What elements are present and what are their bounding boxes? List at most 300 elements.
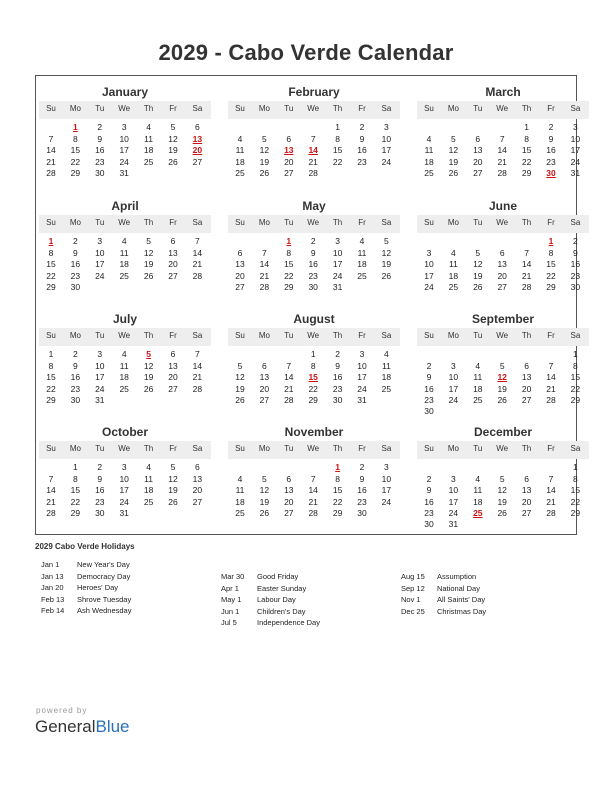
weekday-label: We xyxy=(307,444,320,453)
day-cell: 7 xyxy=(548,360,554,371)
day-cell: 4 xyxy=(121,236,127,246)
day-cell: 23 xyxy=(424,395,434,405)
weekday-label: Sa xyxy=(381,104,392,113)
weekday-label: Sa xyxy=(570,104,581,113)
day-cell: 11 xyxy=(448,259,458,269)
weekday-label: We xyxy=(307,331,320,340)
day-cell: 6 xyxy=(524,360,529,371)
weekday-label: Tu xyxy=(95,104,105,113)
holiday-day: 13 xyxy=(284,145,294,155)
day-cell: 5 xyxy=(262,473,267,484)
month-december xyxy=(417,419,589,529)
weekday-label: Th xyxy=(521,218,532,227)
weekday-label: Sa xyxy=(381,444,392,453)
day-cell: 15 xyxy=(570,485,581,495)
holiday-day: 1 xyxy=(548,236,554,246)
weekday-label: Th xyxy=(143,331,154,340)
holiday-date: Jan 20 xyxy=(41,583,64,592)
day-cell: 19 xyxy=(168,145,178,155)
day-cell: 4 xyxy=(121,349,127,359)
month-july xyxy=(39,306,211,406)
day-cell: 14 xyxy=(308,485,318,495)
day-cell: 24 xyxy=(381,496,392,507)
holiday-name: Good Friday xyxy=(257,572,299,581)
day-cell: 2 xyxy=(426,473,432,484)
weekday-label: Sa xyxy=(192,104,203,113)
day-cell: 21 xyxy=(497,156,507,167)
day-cell: 5 xyxy=(384,236,389,246)
day-cell: 6 xyxy=(524,473,529,484)
day-cell: 28 xyxy=(192,383,203,394)
day-cell: 6 xyxy=(262,360,267,371)
day-cell: 25 xyxy=(357,270,367,281)
day-cell: 15 xyxy=(46,259,56,269)
day-cell: 24 xyxy=(448,395,459,405)
day-cell: 3 xyxy=(359,349,365,359)
day-cell: 5 xyxy=(262,133,267,144)
weekday-label: Su xyxy=(235,104,245,113)
day-cell: 9 xyxy=(73,360,78,371)
day-cell: 17 xyxy=(424,270,434,281)
day-cell: 21 xyxy=(259,270,270,281)
weekday-label: Su xyxy=(424,444,434,453)
day-cell: 5 xyxy=(237,360,243,371)
day-cell: 12 xyxy=(168,473,178,484)
day-cell: 11 xyxy=(119,247,129,258)
day-cell: 12 xyxy=(259,145,270,155)
day-cell: 12 xyxy=(497,485,507,495)
day-cell: 5 xyxy=(499,360,505,371)
weekday-label: Su xyxy=(46,331,56,340)
month-name: September xyxy=(471,312,535,326)
day-cell: 2 xyxy=(359,462,365,472)
holiday-name: Ash Wednesday xyxy=(77,606,132,615)
day-cell: 4 xyxy=(426,133,432,144)
day-cell: 16 xyxy=(308,259,318,269)
day-cell: 8 xyxy=(573,473,578,484)
day-cell: 9 xyxy=(97,133,103,144)
day-cell: 4 xyxy=(146,462,151,472)
holiday-day: 20 xyxy=(192,145,203,155)
weekday-label: Mo xyxy=(447,331,459,340)
holiday-name: Shrove Tuesday xyxy=(77,594,132,604)
day-cell: 25 xyxy=(235,168,245,178)
day-cell: 8 xyxy=(48,247,54,258)
day-cell: 16 xyxy=(95,145,105,155)
day-cell: 31 xyxy=(357,395,367,405)
holiday-name: Christmas Day xyxy=(437,606,487,616)
weekday-header xyxy=(228,328,400,346)
weekday-label: Fr xyxy=(169,331,177,340)
weekday-label: Th xyxy=(143,104,154,113)
holiday-name: Children's Day xyxy=(257,606,306,616)
day-cell: 16 xyxy=(424,496,434,507)
weekday-label: Tu xyxy=(95,218,105,227)
day-cell: 25 xyxy=(119,383,129,394)
holiday-name: Independence Day xyxy=(257,618,320,627)
day-cell: 12 xyxy=(259,485,270,495)
day-cell: 10 xyxy=(332,247,343,258)
day-cell: 1 xyxy=(48,349,54,359)
day-cell: 21 xyxy=(46,496,56,507)
day-cell: 21 xyxy=(308,496,318,507)
day-cell: 11 xyxy=(473,372,483,382)
day-cell: 21 xyxy=(192,372,203,382)
day-cell: 7 xyxy=(286,360,292,371)
day-cell: 17 xyxy=(381,485,392,495)
day-cell: 29 xyxy=(46,395,56,405)
weekday-label: Th xyxy=(143,444,154,453)
day-cell: 6 xyxy=(237,247,243,258)
day-cell: 10 xyxy=(448,485,459,495)
day-cell: 19 xyxy=(168,485,178,495)
day-cell: 9 xyxy=(335,360,340,371)
holiday-name: New Year's Day xyxy=(77,560,130,569)
weekday-label: Mo xyxy=(258,218,270,227)
day-cell: 18 xyxy=(473,496,483,507)
weekday-label: Su xyxy=(235,331,245,340)
day-cell: 27 xyxy=(497,282,507,292)
day-cell: 12 xyxy=(448,145,459,155)
day-cell: 22 xyxy=(332,156,343,167)
day-cell: 23 xyxy=(70,383,81,394)
day-cell: 11 xyxy=(473,485,483,495)
weekday-header xyxy=(417,441,589,459)
weekday-label: Th xyxy=(521,444,532,453)
day-cell: 16 xyxy=(332,372,343,382)
day-cell: 26 xyxy=(259,508,270,518)
day-cell: 27 xyxy=(192,156,203,167)
day-cell: 18 xyxy=(424,156,434,167)
day-cell: 2 xyxy=(359,122,365,132)
weekday-label: Mo xyxy=(69,104,81,113)
holiday-date: Feb 14 xyxy=(41,606,65,615)
day-cell: 11 xyxy=(235,485,245,495)
day-cell: 14 xyxy=(521,259,532,269)
day-cell: 22 xyxy=(284,270,294,281)
weekday-label: We xyxy=(496,104,509,113)
day-cell: 15 xyxy=(70,485,81,495)
day-cell: 21 xyxy=(546,496,556,507)
month-may xyxy=(228,193,400,293)
day-cell: 30 xyxy=(357,508,367,518)
day-cell: 7 xyxy=(524,247,529,258)
day-cell: 4 xyxy=(475,360,481,371)
weekday-label: Tu xyxy=(284,444,294,453)
day-cell: 28 xyxy=(308,168,318,178)
day-cell: 12 xyxy=(235,372,245,382)
weekday-label: Su xyxy=(235,444,245,453)
day-cell: 25 xyxy=(119,270,129,281)
day-cell: 31 xyxy=(119,168,129,178)
month-name: May xyxy=(302,199,326,213)
day-cell: 16 xyxy=(70,259,81,269)
day-cell: 26 xyxy=(143,383,154,394)
weekday-label: Fr xyxy=(547,104,555,113)
day-cell: 20 xyxy=(168,372,178,382)
day-cell: 13 xyxy=(521,485,532,495)
month-name: June xyxy=(488,199,517,213)
day-cell: 4 xyxy=(237,133,243,144)
day-cell: 23 xyxy=(70,270,81,281)
day-cell: 12 xyxy=(381,247,392,258)
month-february xyxy=(228,79,400,179)
day-cell: 9 xyxy=(573,247,578,258)
day-cell: 7 xyxy=(310,133,316,144)
day-cell: 21 xyxy=(521,270,532,281)
brand-word-blue: Blue xyxy=(95,717,130,736)
day-cell: 21 xyxy=(46,156,56,167)
holiday-name: Easter Sunday xyxy=(257,583,307,593)
holiday-date: Apr 1 xyxy=(221,583,239,593)
day-cell: 8 xyxy=(310,360,316,371)
month-name: December xyxy=(473,425,533,439)
holiday-name: National Day xyxy=(437,583,480,593)
day-cell: 26 xyxy=(497,508,507,518)
day-cell: 13 xyxy=(284,485,294,495)
day-cell: 1 xyxy=(73,462,78,472)
month-name: November xyxy=(284,425,344,439)
holiday-date: Jan 13 xyxy=(41,571,64,581)
weekday-header xyxy=(39,328,211,346)
day-cell: 27 xyxy=(284,508,294,518)
day-cell: 3 xyxy=(451,360,456,371)
holiday-name: All Saints' Day xyxy=(437,595,486,604)
month-january xyxy=(39,79,211,179)
weekday-label: Su xyxy=(424,218,434,227)
day-cell: 17 xyxy=(570,145,581,155)
day-cell: 3 xyxy=(121,122,127,132)
day-cell: 19 xyxy=(381,259,392,269)
day-cell: 26 xyxy=(168,496,178,507)
weekday-label: Mo xyxy=(447,218,459,227)
day-cell: 28 xyxy=(308,508,318,518)
day-cell: 22 xyxy=(46,270,56,281)
weekday-label: Th xyxy=(332,444,343,453)
day-cell: 20 xyxy=(521,383,532,394)
day-cell: 2 xyxy=(73,349,78,359)
day-cell: 15 xyxy=(332,145,343,155)
day-cell: 1 xyxy=(310,349,316,359)
holiday-day: 13 xyxy=(192,133,203,144)
day-cell: 4 xyxy=(475,473,481,484)
day-cell: 25 xyxy=(143,156,154,167)
day-cell: 30 xyxy=(95,508,105,518)
day-cell: 17 xyxy=(448,383,459,394)
weekday-header xyxy=(39,441,211,459)
day-cell: 6 xyxy=(195,122,200,132)
day-cell: 24 xyxy=(448,508,459,518)
day-cell: 23 xyxy=(95,156,105,167)
day-cell: 6 xyxy=(286,133,292,144)
day-cell: 12 xyxy=(473,259,483,269)
day-cell: 23 xyxy=(357,156,367,167)
day-cell: 19 xyxy=(448,156,459,167)
day-cell: 19 xyxy=(143,259,154,269)
day-cell: 7 xyxy=(195,236,200,246)
day-cell: 24 xyxy=(357,383,367,394)
weekday-label: Mo xyxy=(69,444,81,453)
day-cell: 17 xyxy=(381,145,392,155)
day-cell: 17 xyxy=(357,372,367,382)
day-cell: 2 xyxy=(97,122,103,132)
day-cell: 22 xyxy=(70,496,81,507)
day-cell: 8 xyxy=(286,247,292,258)
day-cell: 29 xyxy=(70,508,81,518)
day-cell: 5 xyxy=(146,236,151,246)
day-cell: 7 xyxy=(195,349,200,359)
day-cell: 10 xyxy=(95,360,105,371)
weekday-label: Th xyxy=(332,331,343,340)
month-october xyxy=(39,419,211,519)
day-cell: 28 xyxy=(497,168,507,178)
holiday-name: Labour Day xyxy=(257,595,296,604)
day-cell: 2 xyxy=(97,462,103,472)
day-cell: 18 xyxy=(119,372,129,382)
day-cell: 3 xyxy=(97,349,103,359)
day-cell: 5 xyxy=(170,122,176,132)
day-cell: 10 xyxy=(381,133,392,144)
day-cell: 12 xyxy=(143,247,154,258)
weekday-label: Tu xyxy=(284,331,294,340)
day-cell: 9 xyxy=(73,247,78,258)
day-cell: 15 xyxy=(570,372,581,382)
day-cell: 9 xyxy=(310,247,316,258)
weekday-label: Su xyxy=(424,104,434,113)
day-cell: 25 xyxy=(473,395,483,405)
weekday-label: Mo xyxy=(258,444,270,453)
day-cell: 28 xyxy=(46,168,56,178)
day-cell: 11 xyxy=(381,360,391,371)
day-cell: 22 xyxy=(332,496,343,507)
day-cell: 11 xyxy=(357,247,367,258)
day-cell: 14 xyxy=(46,485,56,495)
day-cell: 9 xyxy=(426,372,432,382)
day-cell: 21 xyxy=(308,156,318,167)
day-cell: 2 xyxy=(573,236,578,246)
day-cell: 27 xyxy=(473,168,483,178)
day-cell: 7 xyxy=(48,133,54,144)
day-cell: 12 xyxy=(143,360,154,371)
day-cell: 4 xyxy=(237,473,243,484)
weekday-label: Fr xyxy=(358,218,366,227)
day-cell: 8 xyxy=(335,133,340,144)
day-cell: 7 xyxy=(499,133,505,144)
day-cell: 15 xyxy=(521,145,532,155)
day-cell: 26 xyxy=(448,168,459,178)
day-cell: 8 xyxy=(73,473,78,484)
day-cell: 9 xyxy=(359,473,365,484)
month-june xyxy=(417,193,589,293)
day-cell: 24 xyxy=(570,156,581,167)
day-cell: 30 xyxy=(332,395,343,405)
day-cell: 29 xyxy=(308,395,318,405)
day-cell: 19 xyxy=(143,372,154,382)
holiday-day: 12 xyxy=(497,372,507,382)
day-cell: 18 xyxy=(143,485,154,495)
day-cell: 14 xyxy=(259,259,270,269)
day-cell: 17 xyxy=(95,372,105,382)
brand-logo xyxy=(35,717,130,737)
weekday-label: Mo xyxy=(69,218,81,227)
holiday-day: 1 xyxy=(73,122,78,132)
day-cell: 16 xyxy=(95,485,105,495)
weekday-label: Fr xyxy=(547,444,555,453)
day-cell: 19 xyxy=(259,156,270,167)
day-cell: 10 xyxy=(448,372,459,382)
day-cell: 1 xyxy=(573,462,578,472)
day-cell: 26 xyxy=(381,270,392,281)
weekday-label: Fr xyxy=(358,331,366,340)
day-cell: 2 xyxy=(426,360,432,371)
day-cell: 20 xyxy=(192,485,203,495)
month-september xyxy=(417,306,589,416)
day-cell: 2 xyxy=(548,122,554,132)
day-cell: 27 xyxy=(168,270,178,281)
day-cell: 14 xyxy=(497,145,507,155)
day-cell: 28 xyxy=(46,508,56,518)
day-cell: 6 xyxy=(499,247,505,258)
weekday-label: Sa xyxy=(192,444,203,453)
day-cell: 18 xyxy=(143,145,154,155)
day-cell: 29 xyxy=(284,282,294,292)
day-cell: 3 xyxy=(573,122,578,132)
day-cell: 29 xyxy=(546,282,556,292)
holiday-name: Democracy Day xyxy=(77,571,131,581)
day-cell: 25 xyxy=(381,383,392,394)
day-cell: 20 xyxy=(259,383,270,394)
day-cell: 3 xyxy=(335,236,340,246)
day-cell: 13 xyxy=(168,247,178,258)
holiday-date: Nov 1 xyxy=(401,595,421,604)
day-cell: 11 xyxy=(235,145,245,155)
day-cell: 23 xyxy=(95,496,105,507)
day-cell: 19 xyxy=(259,496,270,507)
weekday-label: We xyxy=(118,331,131,340)
weekday-label: Sa xyxy=(570,444,581,453)
day-cell: 26 xyxy=(235,395,245,405)
day-cell: 26 xyxy=(497,395,507,405)
day-cell: 30 xyxy=(70,282,81,292)
day-cell: 2 xyxy=(310,236,316,246)
weekday-label: Fr xyxy=(358,444,366,453)
day-cell: 18 xyxy=(448,270,459,281)
day-cell: 10 xyxy=(381,473,392,484)
month-name: February xyxy=(288,85,340,99)
day-cell: 18 xyxy=(235,496,245,507)
day-cell: 23 xyxy=(424,508,434,518)
day-cell: 6 xyxy=(170,349,176,359)
holiday-date: Jun 1 xyxy=(221,606,240,616)
holiday-date: Aug 15 xyxy=(401,572,425,581)
holiday-date: Mar 30 xyxy=(221,572,245,581)
day-cell: 14 xyxy=(546,372,556,382)
weekday-label: Th xyxy=(521,331,532,340)
holiday-day: 5 xyxy=(146,349,151,359)
day-cell: 23 xyxy=(546,156,556,167)
weekday-label: Fr xyxy=(169,104,177,113)
month-november xyxy=(228,419,400,519)
day-cell: 5 xyxy=(451,133,456,144)
day-cell: 16 xyxy=(546,145,556,155)
day-cell: 27 xyxy=(521,395,532,405)
month-name: January xyxy=(101,85,149,99)
holiday-day: 25 xyxy=(473,508,483,518)
day-cell: 10 xyxy=(119,133,129,144)
day-cell: 27 xyxy=(168,383,178,394)
day-cell: 30 xyxy=(70,395,81,405)
day-cell: 25 xyxy=(235,508,245,518)
